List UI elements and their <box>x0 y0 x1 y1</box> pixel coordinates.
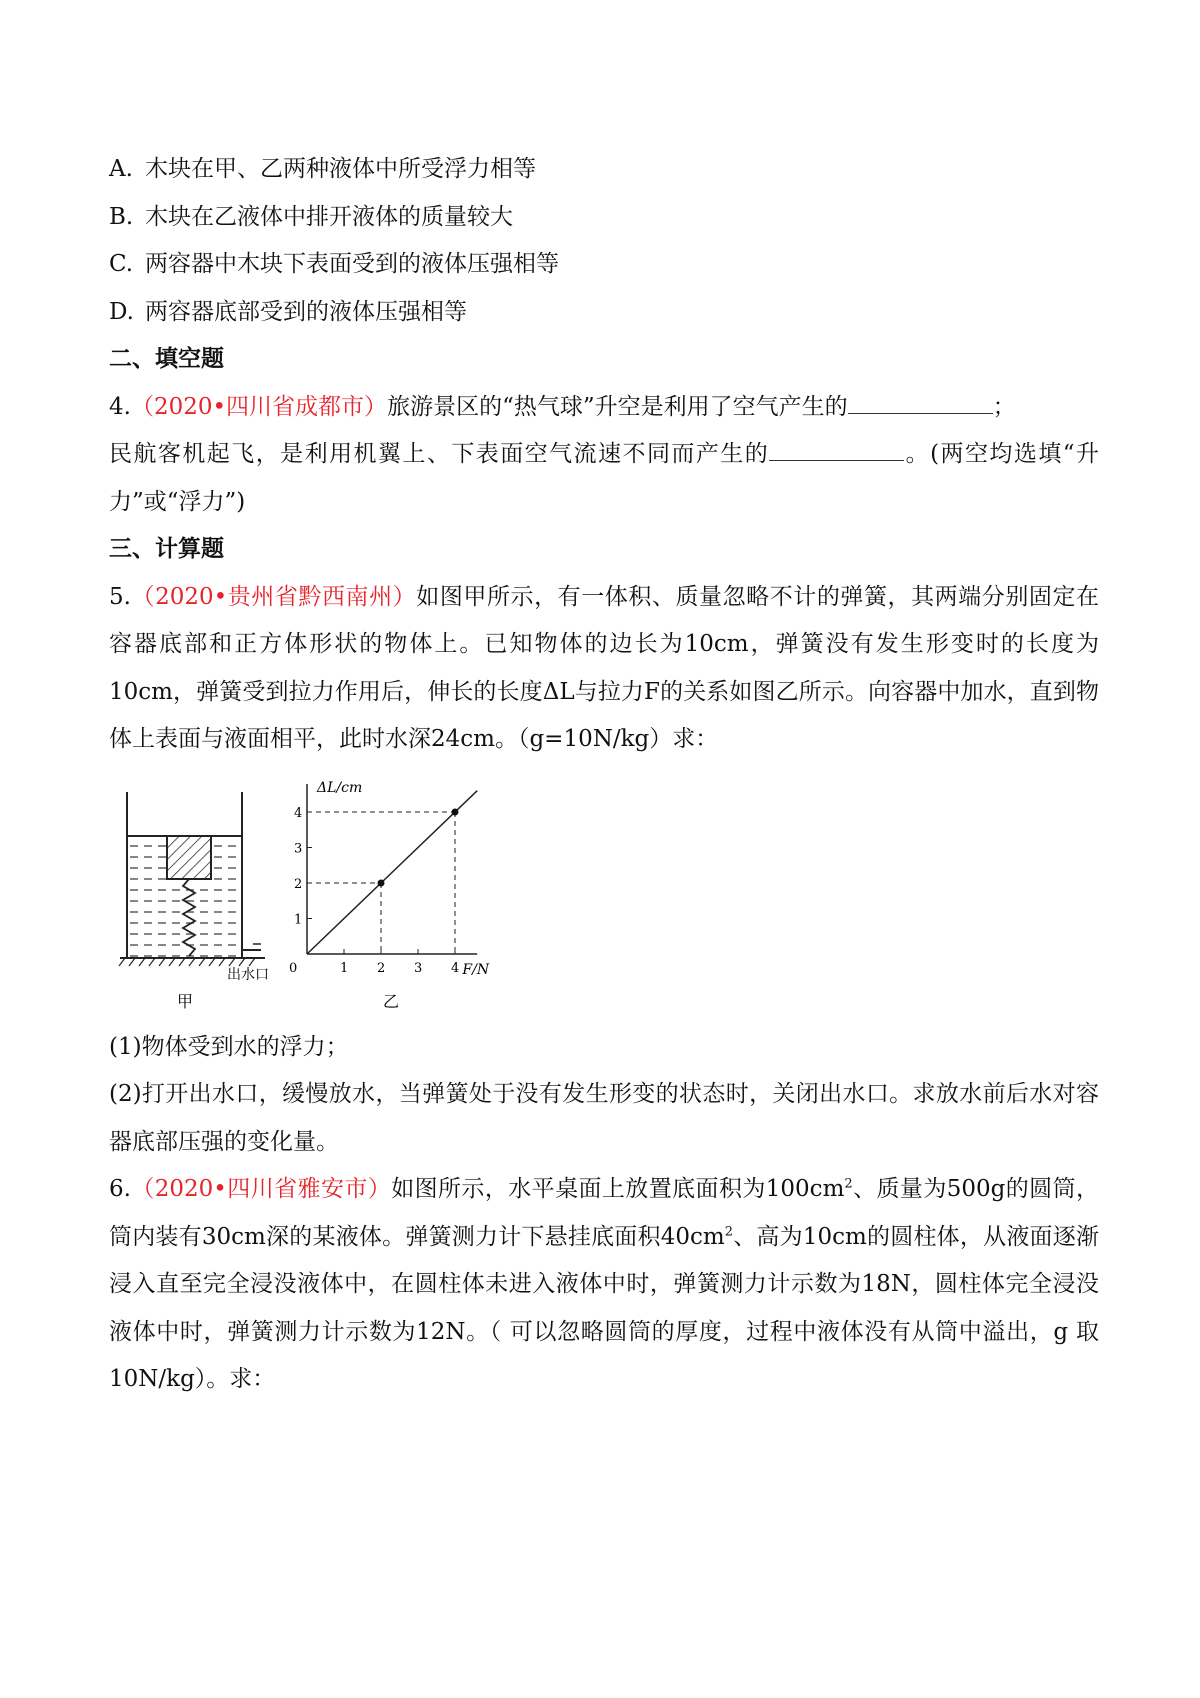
option-letter: C. <box>109 251 134 277</box>
question-4 <box>109 384 1099 527</box>
y-axis-label: ΔL/cm <box>317 779 363 796</box>
question-number: 6. <box>109 1176 131 1202</box>
data-point <box>378 879 385 886</box>
option-a <box>109 146 1099 194</box>
option-c <box>109 241 1099 289</box>
question-source: （2020•贵州省黔西南州） <box>130 583 417 610</box>
question-source: （2020•四川省成都市） <box>130 393 388 420</box>
section-heading-fill: 二、填空题 <box>109 346 224 372</box>
sub-question-2: (2)打开出水口，缓慢放水，当弹簧处于没有发生形变的状态时，关闭出水口。求放水前后水对容器底部压强的变化量。 <box>109 1081 1099 1155</box>
data-line <box>307 790 477 953</box>
x-tick-label: 4 <box>451 960 460 976</box>
answer-blank-1[interactable] <box>848 391 993 414</box>
question-text: ； <box>992 393 1016 420</box>
graph-delta-l-vs-f <box>289 780 490 1011</box>
beaker-diagram <box>119 792 269 1011</box>
option-text: 两容器中木块下表面受到的液体压强相等 <box>145 251 559 277</box>
question-text: 。(两空均选填“升力”或“浮力”) <box>109 441 1100 515</box>
y-tick-label: 3 <box>294 841 303 856</box>
x-tick-label: 0 <box>289 960 298 976</box>
x-axis-label: F/N <box>462 961 490 978</box>
y-tick-label: 2 <box>294 876 303 892</box>
figure-a-label: 甲 <box>177 991 194 1011</box>
question-source: （2020•四川省雅安市） <box>130 1176 392 1202</box>
x-tick-label: 1 <box>340 960 349 976</box>
question-text: 民航客机起飞，是利用机翼上、下表面空气流速不同而产生的 <box>109 441 770 467</box>
sub-question-1: (1)物体受到水的浮力； <box>109 1033 349 1060</box>
figure-svg <box>115 764 535 1024</box>
option-text: 木块在乙液体中排开液体的质量较大 <box>145 203 513 230</box>
superscript: 2 <box>844 1176 853 1192</box>
x-tick-label: 3 <box>414 960 423 976</box>
option-letter: B. <box>109 203 134 230</box>
option-text: 木块在甲、乙两种液体中所受浮力相等 <box>145 156 536 182</box>
x-tick-label: 2 <box>377 960 386 976</box>
question-number: 5. <box>109 583 131 610</box>
question-text: 如图甲所示，有一体积、质量忽略不计的弹簧，其两端分别固定在容器底部和正方体形状的物体上。已知物体的边长为10cm，弹簧没有发生形变时的长度为10cm，弹簧受到拉力作用后，伸长的长度ΔL与拉力F的关系如图乙所示。向容器中加水，直到物体上表面与液面相平，此时水深24cm。（g=10N/kg）求： <box>109 583 1099 752</box>
option-letter: D. <box>109 298 134 325</box>
answer-blank-2[interactable] <box>769 438 904 461</box>
question-number: 4. <box>109 393 131 420</box>
question-text: 、高为10cm的圆柱体，从液面逐渐浸入直至完全浸没液体中，在圆柱体未进入液体中时，弹簧测力计示数为18N，圆柱体完全浸没液体中时，弹簧测力计示数为12N。（ 可以忽略圆筒的厚度，过程中液体没有从筒中溢出，g 取 10N/kg）。求： <box>109 1223 1099 1392</box>
outlet-label: 出水口 <box>227 966 269 983</box>
superscript: 2 <box>724 1223 733 1239</box>
figure-5 <box>109 764 1099 1024</box>
data-point <box>452 808 459 815</box>
question-text: 旅游景区的“热气球”升空是利用了空气产生的 <box>387 393 848 420</box>
option-text: 两容器底部受到的液体压强相等 <box>145 298 467 325</box>
question-text: 、质量为500g的圆筒，筒内装有30cm深的某液体。弹簧测力计下悬挂底面积40cm <box>109 1176 1100 1250</box>
figure-b-label: 乙 <box>383 991 400 1011</box>
y-tick-label: 4 <box>294 805 303 821</box>
option-b <box>109 194 1099 242</box>
section-heading-calc: 三、计算题 <box>109 536 224 562</box>
option-d <box>109 289 1099 337</box>
question-6 <box>109 1166 1099 1404</box>
y-tick-label: 1 <box>294 912 303 927</box>
question-text: 如图所示，水平桌面上放置底面积为100cm <box>391 1176 845 1202</box>
option-letter: A. <box>109 156 133 182</box>
question-5 <box>109 574 1099 764</box>
